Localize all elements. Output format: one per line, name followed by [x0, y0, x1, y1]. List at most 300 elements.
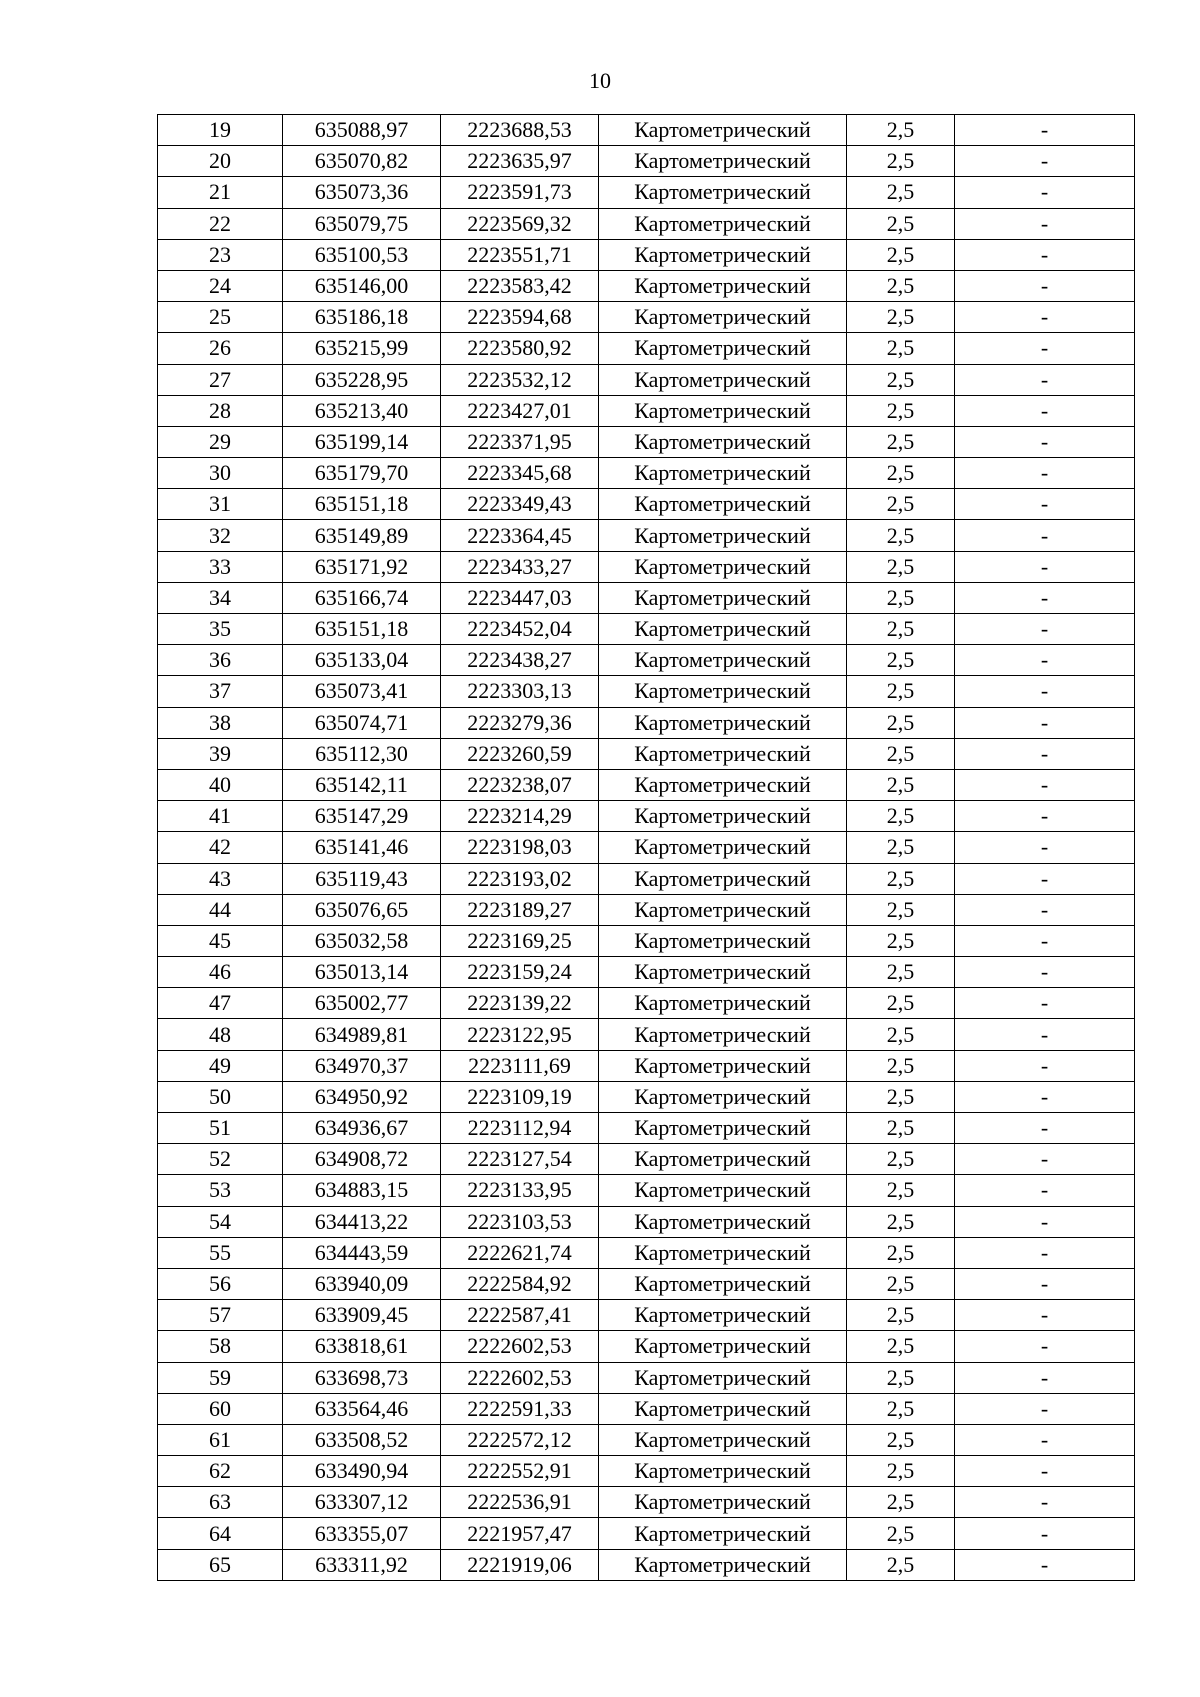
- table-row: [158, 239, 1135, 270]
- table-row: [158, 863, 1135, 894]
- x-coordinate-cell: 635032,58: [283, 925, 441, 956]
- table-row: [158, 645, 1135, 676]
- accuracy-cell: 2,5: [847, 1081, 955, 1112]
- y-coordinate-cell: 2223438,27: [441, 645, 599, 676]
- x-coordinate-cell: 635070,82: [283, 146, 441, 177]
- method-cell: Картометрический: [599, 801, 847, 832]
- accuracy-cell: 2,5: [847, 1268, 955, 1299]
- y-coordinate-cell: 2223447,03: [441, 582, 599, 613]
- description-cell: -: [955, 1487, 1135, 1518]
- description-cell: -: [955, 426, 1135, 457]
- y-coordinate-cell: 2222602,53: [441, 1362, 599, 1393]
- coordinates-table: [157, 114, 1135, 1581]
- table-row: [158, 177, 1135, 208]
- table-row: [158, 738, 1135, 769]
- accuracy-cell: 2,5: [847, 614, 955, 645]
- table-row: [158, 1268, 1135, 1299]
- accuracy-cell: 2,5: [847, 1456, 955, 1487]
- point-number-cell: 28: [158, 395, 283, 426]
- description-cell: -: [955, 801, 1135, 832]
- y-coordinate-cell: 2223139,22: [441, 988, 599, 1019]
- description-cell: -: [955, 738, 1135, 769]
- table-row: [158, 1362, 1135, 1393]
- point-number-cell: 62: [158, 1456, 283, 1487]
- method-cell: Картометрический: [599, 364, 847, 395]
- method-cell: Картометрический: [599, 1268, 847, 1299]
- accuracy-cell: 2,5: [847, 1393, 955, 1424]
- y-coordinate-cell: 2223169,25: [441, 925, 599, 956]
- description-cell: -: [955, 957, 1135, 988]
- point-number-cell: 40: [158, 769, 283, 800]
- x-coordinate-cell: 634443,59: [283, 1237, 441, 1268]
- method-cell: Картометрический: [599, 115, 847, 146]
- method-cell: Картометрический: [599, 988, 847, 1019]
- table-row: [158, 146, 1135, 177]
- x-coordinate-cell: 633311,92: [283, 1549, 441, 1580]
- x-coordinate-cell: 635199,14: [283, 426, 441, 457]
- point-number-cell: 36: [158, 645, 283, 676]
- x-coordinate-cell: 633355,07: [283, 1518, 441, 1549]
- y-coordinate-cell: 2223569,32: [441, 208, 599, 239]
- description-cell: -: [955, 1175, 1135, 1206]
- table-row: [158, 458, 1135, 489]
- point-number-cell: 65: [158, 1549, 283, 1580]
- method-cell: Картометрический: [599, 582, 847, 613]
- accuracy-cell: 2,5: [847, 239, 955, 270]
- point-number-cell: 33: [158, 551, 283, 582]
- method-cell: Картометрический: [599, 894, 847, 925]
- method-cell: Картометрический: [599, 1206, 847, 1237]
- method-cell: Картометрический: [599, 1113, 847, 1144]
- accuracy-cell: 2,5: [847, 1113, 955, 1144]
- accuracy-cell: 2,5: [847, 520, 955, 551]
- description-cell: -: [955, 239, 1135, 270]
- method-cell: Картометрический: [599, 1050, 847, 1081]
- x-coordinate-cell: 634908,72: [283, 1144, 441, 1175]
- point-number-cell: 54: [158, 1206, 283, 1237]
- table-row: [158, 426, 1135, 457]
- x-coordinate-cell: 635002,77: [283, 988, 441, 1019]
- x-coordinate-cell: 635228,95: [283, 364, 441, 395]
- point-number-cell: 26: [158, 333, 283, 364]
- y-coordinate-cell: 2223111,69: [441, 1050, 599, 1081]
- accuracy-cell: 2,5: [847, 208, 955, 239]
- table-row: [158, 894, 1135, 925]
- table-row: [158, 395, 1135, 426]
- x-coordinate-cell: 634970,37: [283, 1050, 441, 1081]
- x-coordinate-cell: 635112,30: [283, 738, 441, 769]
- point-number-cell: 32: [158, 520, 283, 551]
- description-cell: -: [955, 458, 1135, 489]
- accuracy-cell: 2,5: [847, 1424, 955, 1455]
- accuracy-cell: 2,5: [847, 458, 955, 489]
- y-coordinate-cell: 2221957,47: [441, 1518, 599, 1549]
- point-number-cell: 51: [158, 1113, 283, 1144]
- y-coordinate-cell: 2223127,54: [441, 1144, 599, 1175]
- table-row: [158, 769, 1135, 800]
- point-number-cell: 56: [158, 1268, 283, 1299]
- description-cell: -: [955, 1300, 1135, 1331]
- y-coordinate-cell: 2221919,06: [441, 1549, 599, 1580]
- point-number-cell: 63: [158, 1487, 283, 1518]
- point-number-cell: 37: [158, 676, 283, 707]
- method-cell: Картометрический: [599, 1424, 847, 1455]
- description-cell: -: [955, 676, 1135, 707]
- y-coordinate-cell: 2223635,97: [441, 146, 599, 177]
- point-number-cell: 57: [158, 1300, 283, 1331]
- point-number-cell: 58: [158, 1331, 283, 1362]
- method-cell: Картометрический: [599, 832, 847, 863]
- y-coordinate-cell: 2223583,42: [441, 270, 599, 301]
- table-row: [158, 364, 1135, 395]
- y-coordinate-cell: 2222572,12: [441, 1424, 599, 1455]
- x-coordinate-cell: 635073,41: [283, 676, 441, 707]
- accuracy-cell: 2,5: [847, 1019, 955, 1050]
- description-cell: -: [955, 1237, 1135, 1268]
- method-cell: Картометрический: [599, 208, 847, 239]
- accuracy-cell: 2,5: [847, 707, 955, 738]
- x-coordinate-cell: 634883,15: [283, 1175, 441, 1206]
- x-coordinate-cell: 635186,18: [283, 302, 441, 333]
- x-coordinate-cell: 635141,46: [283, 832, 441, 863]
- method-cell: Картометрический: [599, 333, 847, 364]
- description-cell: -: [955, 177, 1135, 208]
- point-number-cell: 34: [158, 582, 283, 613]
- point-number-cell: 60: [158, 1393, 283, 1424]
- method-cell: Картометрический: [599, 1081, 847, 1112]
- x-coordinate-cell: 633698,73: [283, 1362, 441, 1393]
- x-coordinate-cell: 635171,92: [283, 551, 441, 582]
- table-row: [158, 1300, 1135, 1331]
- accuracy-cell: 2,5: [847, 551, 955, 582]
- table-row: [158, 1050, 1135, 1081]
- x-coordinate-cell: 635088,97: [283, 115, 441, 146]
- y-coordinate-cell: 2223345,68: [441, 458, 599, 489]
- method-cell: Картометрический: [599, 1549, 847, 1580]
- point-number-cell: 39: [158, 738, 283, 769]
- accuracy-cell: 2,5: [847, 1175, 955, 1206]
- accuracy-cell: 2,5: [847, 364, 955, 395]
- table-row: [158, 1206, 1135, 1237]
- point-number-cell: 25: [158, 302, 283, 333]
- table-row: [158, 1175, 1135, 1206]
- y-coordinate-cell: 2223594,68: [441, 302, 599, 333]
- description-cell: -: [955, 1549, 1135, 1580]
- description-cell: -: [955, 707, 1135, 738]
- method-cell: Картометрический: [599, 957, 847, 988]
- coordinates-table-body: [158, 115, 1135, 1581]
- method-cell: Картометрический: [599, 395, 847, 426]
- description-cell: -: [955, 1050, 1135, 1081]
- method-cell: Картометрический: [599, 769, 847, 800]
- y-coordinate-cell: 2222587,41: [441, 1300, 599, 1331]
- accuracy-cell: 2,5: [847, 333, 955, 364]
- point-number-cell: 19: [158, 115, 283, 146]
- x-coordinate-cell: 635179,70: [283, 458, 441, 489]
- x-coordinate-cell: 634950,92: [283, 1081, 441, 1112]
- method-cell: Картометрический: [599, 551, 847, 582]
- description-cell: -: [955, 115, 1135, 146]
- point-number-cell: 35: [158, 614, 283, 645]
- point-number-cell: 44: [158, 894, 283, 925]
- accuracy-cell: 2,5: [847, 395, 955, 426]
- method-cell: Картометрический: [599, 676, 847, 707]
- method-cell: Картометрический: [599, 614, 847, 645]
- table-row: [158, 614, 1135, 645]
- y-coordinate-cell: 2223532,12: [441, 364, 599, 395]
- table-row: [158, 1393, 1135, 1424]
- method-cell: Картометрический: [599, 738, 847, 769]
- method-cell: Картометрический: [599, 1487, 847, 1518]
- point-number-cell: 27: [158, 364, 283, 395]
- table-row: [158, 208, 1135, 239]
- x-coordinate-cell: 635074,71: [283, 707, 441, 738]
- table-row: [158, 925, 1135, 956]
- table-row: [158, 832, 1135, 863]
- accuracy-cell: 2,5: [847, 1331, 955, 1362]
- description-cell: -: [955, 1268, 1135, 1299]
- table-row: [158, 1424, 1135, 1455]
- accuracy-cell: 2,5: [847, 302, 955, 333]
- x-coordinate-cell: 635215,99: [283, 333, 441, 364]
- point-number-cell: 24: [158, 270, 283, 301]
- point-number-cell: 42: [158, 832, 283, 863]
- table-row: [158, 489, 1135, 520]
- point-number-cell: 46: [158, 957, 283, 988]
- method-cell: Картометрический: [599, 707, 847, 738]
- table-row: [158, 270, 1135, 301]
- method-cell: Картометрический: [599, 426, 847, 457]
- page-number: 10: [589, 68, 611, 93]
- accuracy-cell: 2,5: [847, 115, 955, 146]
- table-row: [158, 582, 1135, 613]
- description-cell: -: [955, 1113, 1135, 1144]
- table-row: [158, 676, 1135, 707]
- point-number-cell: 43: [158, 863, 283, 894]
- y-coordinate-cell: 2223591,73: [441, 177, 599, 208]
- y-coordinate-cell: 2223159,24: [441, 957, 599, 988]
- description-cell: -: [955, 769, 1135, 800]
- y-coordinate-cell: 2223198,03: [441, 832, 599, 863]
- point-number-cell: 50: [158, 1081, 283, 1112]
- description-cell: -: [955, 1456, 1135, 1487]
- description-cell: -: [955, 1206, 1135, 1237]
- method-cell: Картометрический: [599, 1237, 847, 1268]
- table-row: [158, 801, 1135, 832]
- point-number-cell: 22: [158, 208, 283, 239]
- method-cell: Картометрический: [599, 1144, 847, 1175]
- accuracy-cell: 2,5: [847, 769, 955, 800]
- method-cell: Картометрический: [599, 177, 847, 208]
- point-number-cell: 47: [158, 988, 283, 1019]
- point-number-cell: 49: [158, 1050, 283, 1081]
- accuracy-cell: 2,5: [847, 738, 955, 769]
- accuracy-cell: 2,5: [847, 645, 955, 676]
- description-cell: -: [955, 302, 1135, 333]
- y-coordinate-cell: 2223427,01: [441, 395, 599, 426]
- y-coordinate-cell: 2223551,71: [441, 239, 599, 270]
- description-cell: -: [955, 395, 1135, 426]
- point-number-cell: 20: [158, 146, 283, 177]
- description-cell: -: [955, 894, 1135, 925]
- accuracy-cell: 2,5: [847, 426, 955, 457]
- y-coordinate-cell: 2223349,43: [441, 489, 599, 520]
- method-cell: Картометрический: [599, 1175, 847, 1206]
- x-coordinate-cell: 634936,67: [283, 1113, 441, 1144]
- x-coordinate-cell: 634989,81: [283, 1019, 441, 1050]
- method-cell: Картометрический: [599, 1331, 847, 1362]
- method-cell: Картометрический: [599, 1362, 847, 1393]
- x-coordinate-cell: 633490,94: [283, 1456, 441, 1487]
- point-number-cell: 29: [158, 426, 283, 457]
- table-row: [158, 957, 1135, 988]
- accuracy-cell: 2,5: [847, 1487, 955, 1518]
- table-row: [158, 988, 1135, 1019]
- x-coordinate-cell: 635119,43: [283, 863, 441, 894]
- method-cell: Картометрический: [599, 520, 847, 551]
- y-coordinate-cell: 2223214,29: [441, 801, 599, 832]
- table-row: [158, 1144, 1135, 1175]
- x-coordinate-cell: 634413,22: [283, 1206, 441, 1237]
- y-coordinate-cell: 2223580,92: [441, 333, 599, 364]
- x-coordinate-cell: 635076,65: [283, 894, 441, 925]
- y-coordinate-cell: 2222536,91: [441, 1487, 599, 1518]
- table-row: [158, 1019, 1135, 1050]
- table-row: [158, 1113, 1135, 1144]
- accuracy-cell: 2,5: [847, 832, 955, 863]
- y-coordinate-cell: 2223238,07: [441, 769, 599, 800]
- y-coordinate-cell: 2223109,19: [441, 1081, 599, 1112]
- table-row: [158, 333, 1135, 364]
- accuracy-cell: 2,5: [847, 1518, 955, 1549]
- description-cell: -: [955, 270, 1135, 301]
- description-cell: -: [955, 582, 1135, 613]
- method-cell: Картометрический: [599, 925, 847, 956]
- description-cell: -: [955, 1393, 1135, 1424]
- point-number-cell: 64: [158, 1518, 283, 1549]
- x-coordinate-cell: 635146,00: [283, 270, 441, 301]
- description-cell: -: [955, 489, 1135, 520]
- y-coordinate-cell: 2223122,95: [441, 1019, 599, 1050]
- point-number-cell: 53: [158, 1175, 283, 1206]
- table-row: [158, 1456, 1135, 1487]
- y-coordinate-cell: 2222552,91: [441, 1456, 599, 1487]
- y-coordinate-cell: 2223433,27: [441, 551, 599, 582]
- accuracy-cell: 2,5: [847, 1050, 955, 1081]
- y-coordinate-cell: 2223279,36: [441, 707, 599, 738]
- y-coordinate-cell: 2222602,53: [441, 1331, 599, 1362]
- point-number-cell: 23: [158, 239, 283, 270]
- method-cell: Картометрический: [599, 863, 847, 894]
- x-coordinate-cell: 635142,11: [283, 769, 441, 800]
- table-row: [158, 1518, 1135, 1549]
- table-row: [158, 551, 1135, 582]
- y-coordinate-cell: 2222584,92: [441, 1268, 599, 1299]
- description-cell: -: [955, 146, 1135, 177]
- y-coordinate-cell: 2223688,53: [441, 115, 599, 146]
- method-cell: Картометрический: [599, 489, 847, 520]
- method-cell: Картометрический: [599, 146, 847, 177]
- description-cell: -: [955, 1362, 1135, 1393]
- table-row: [158, 707, 1135, 738]
- description-cell: -: [955, 1019, 1135, 1050]
- description-cell: -: [955, 208, 1135, 239]
- accuracy-cell: 2,5: [847, 676, 955, 707]
- accuracy-cell: 2,5: [847, 863, 955, 894]
- accuracy-cell: 2,5: [847, 1300, 955, 1331]
- y-coordinate-cell: 2223364,45: [441, 520, 599, 551]
- x-coordinate-cell: 635151,18: [283, 489, 441, 520]
- x-coordinate-cell: 635149,89: [283, 520, 441, 551]
- point-number-cell: 30: [158, 458, 283, 489]
- description-cell: -: [955, 333, 1135, 364]
- accuracy-cell: 2,5: [847, 1549, 955, 1580]
- method-cell: Картометрический: [599, 239, 847, 270]
- accuracy-cell: 2,5: [847, 894, 955, 925]
- method-cell: Картометрический: [599, 1518, 847, 1549]
- description-cell: -: [955, 551, 1135, 582]
- x-coordinate-cell: 635166,74: [283, 582, 441, 613]
- x-coordinate-cell: 633909,45: [283, 1300, 441, 1331]
- description-cell: -: [955, 364, 1135, 395]
- description-cell: -: [955, 863, 1135, 894]
- x-coordinate-cell: 635133,04: [283, 645, 441, 676]
- y-coordinate-cell: 2223193,02: [441, 863, 599, 894]
- y-coordinate-cell: 2222621,74: [441, 1237, 599, 1268]
- y-coordinate-cell: 2223371,95: [441, 426, 599, 457]
- x-coordinate-cell: 633564,46: [283, 1393, 441, 1424]
- table-row: [158, 1487, 1135, 1518]
- y-coordinate-cell: 2223189,27: [441, 894, 599, 925]
- description-cell: -: [955, 1331, 1135, 1362]
- y-coordinate-cell: 2223133,95: [441, 1175, 599, 1206]
- x-coordinate-cell: 633818,61: [283, 1331, 441, 1362]
- method-cell: Картометрический: [599, 1300, 847, 1331]
- table-row: [158, 1081, 1135, 1112]
- y-coordinate-cell: 2223452,04: [441, 614, 599, 645]
- method-cell: Картометрический: [599, 1456, 847, 1487]
- description-cell: -: [955, 645, 1135, 676]
- x-coordinate-cell: 635079,75: [283, 208, 441, 239]
- accuracy-cell: 2,5: [847, 582, 955, 613]
- point-number-cell: 52: [158, 1144, 283, 1175]
- x-coordinate-cell: 635073,36: [283, 177, 441, 208]
- table-row: [158, 520, 1135, 551]
- description-cell: -: [955, 832, 1135, 863]
- description-cell: -: [955, 1518, 1135, 1549]
- accuracy-cell: 2,5: [847, 925, 955, 956]
- method-cell: Картометрический: [599, 1019, 847, 1050]
- point-number-cell: 59: [158, 1362, 283, 1393]
- accuracy-cell: 2,5: [847, 177, 955, 208]
- accuracy-cell: 2,5: [847, 1144, 955, 1175]
- x-coordinate-cell: 633940,09: [283, 1268, 441, 1299]
- point-number-cell: 38: [158, 707, 283, 738]
- x-coordinate-cell: 633307,12: [283, 1487, 441, 1518]
- method-cell: Картометрический: [599, 458, 847, 489]
- table-row: [158, 302, 1135, 333]
- x-coordinate-cell: 635213,40: [283, 395, 441, 426]
- method-cell: Картометрический: [599, 1393, 847, 1424]
- method-cell: Картометрический: [599, 302, 847, 333]
- accuracy-cell: 2,5: [847, 489, 955, 520]
- point-number-cell: 21: [158, 177, 283, 208]
- description-cell: -: [955, 1424, 1135, 1455]
- accuracy-cell: 2,5: [847, 801, 955, 832]
- description-cell: -: [955, 1144, 1135, 1175]
- method-cell: Картометрический: [599, 270, 847, 301]
- point-number-cell: 31: [158, 489, 283, 520]
